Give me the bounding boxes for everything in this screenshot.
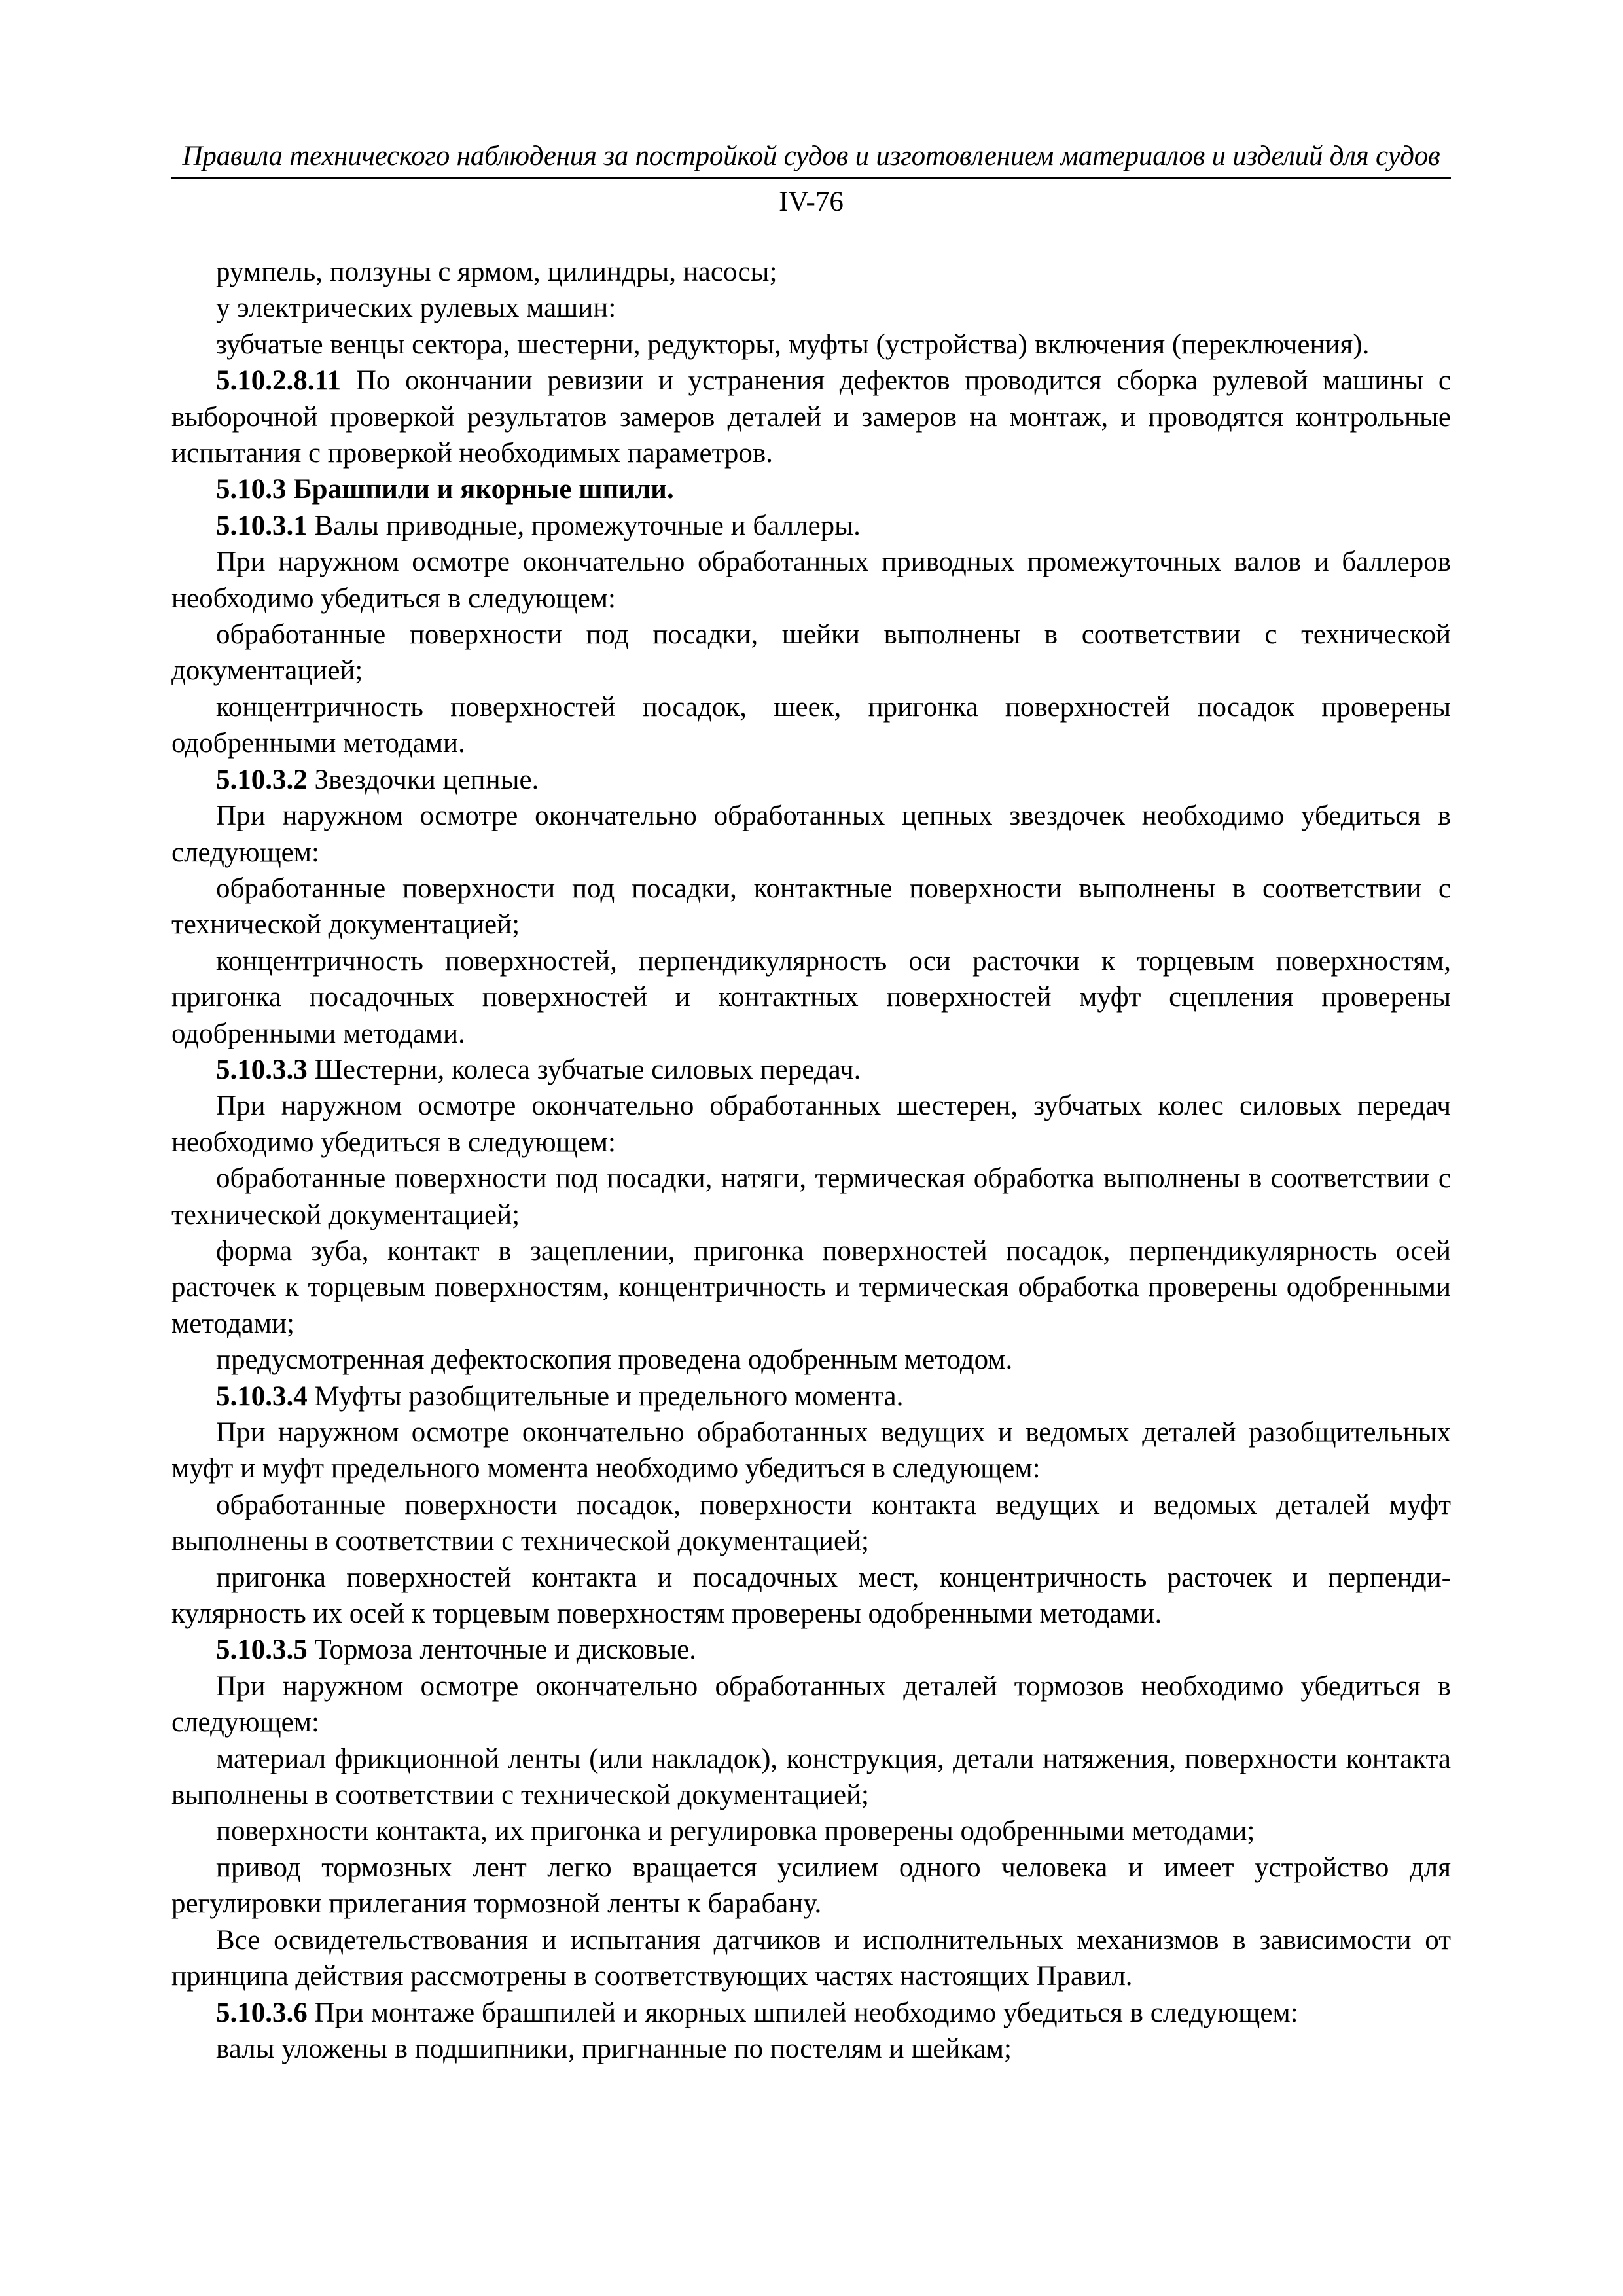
paragraph-text: у электрических рулевых машин: <box>216 293 616 324</box>
clause-number: 5.10.2.8.11 <box>216 365 342 397</box>
clause-number: 5.10.3.5 <box>216 1634 308 1666</box>
paragraph-text: привод тормозных лент легко вращается усилием одного человека и имеет устройство для регулировки прилегания тормозной ленты к барабану. <box>171 1852 1451 1920</box>
paragraph-text: По окончании ревизии и устранения дефектов проводится сборка рулевой машины с выборочной проверкой результатов замеров деталей и замеров на монтаж, и проводятся контрольные испытания с проверкой необходимых параметров. <box>171 365 1451 469</box>
paragraph <box>171 1378 1451 1414</box>
paragraph-text: При наружном осмотре окончательно обработанных приводных промежуточных валов и баллеров необходимо убедиться в следующем: <box>171 547 1451 614</box>
paragraph <box>171 870 1451 943</box>
paragraph-text: При наружном осмотре окончательно обработанных цепных звездочек необходимо убедиться в следующем: <box>171 800 1451 868</box>
paragraph-text: Шестерни, колеса зубчатые силовых передач. <box>307 1054 861 1085</box>
paragraph <box>171 2031 1451 2067</box>
paragraph <box>171 327 1451 363</box>
paragraph-text: концентричность поверхностей посадок, шеек, пригонка поверхностей посадок проверены одобренными методами. <box>171 691 1451 759</box>
paragraph-text: предусмотренная дефектоскопия проведена одобренным методом. <box>216 1344 1013 1376</box>
paragraph-text: Звездочки цепные. <box>307 764 539 795</box>
paragraph <box>171 798 1451 870</box>
running-header: Правила технического наблюдения за постройкой судов и изготовлением материалов и изделий для судов <box>182 141 1440 171</box>
paragraph <box>171 617 1451 689</box>
paragraph-text: форма зуба, контакт в зацеплении, пригонка поверхностей посадок, перпендикулярность осей расточек к торцевым поверхностям, концентричность и термическая обработка проверены одобренными методами; <box>171 1235 1451 1339</box>
paragraph <box>171 363 1451 471</box>
paragraph-text: обработанные поверхности под посадки, шейки выполнены в соответствии с технической документацией; <box>171 619 1451 687</box>
paragraph <box>171 1487 1451 1560</box>
paragraph <box>171 943 1451 1052</box>
clause-number: 5.10.3.6 <box>216 1997 308 2028</box>
paragraph <box>171 254 1451 290</box>
paragraph-text: При монтаже брашпилей и якорных шпилей необходимо убедиться в следующем: <box>307 1997 1298 2028</box>
paragraph-text: При наружном осмотре окончательно обработанных ведущих и ведомых деталей разобщительных муфт и муфт предельного момента необходимо убедиться в следующем: <box>171 1417 1451 1484</box>
paragraph-text: материал фрикционной ленты (или накладок), конструкция, детали натяжения, поверхности контакта выполнены в соответствии с технической документацией; <box>171 1743 1451 1811</box>
paragraph <box>171 1233 1451 1342</box>
paragraph-text: румпель, ползуны с ярмом, цилиндры, насосы; <box>216 257 777 287</box>
clause-number: 5.10.3.3 <box>216 1054 308 1085</box>
paragraph-text: При наружном осмотре окончательно обработанных деталей тормозов необходимо убедиться в следующем: <box>171 1670 1451 1738</box>
paragraph <box>171 290 1451 326</box>
paragraph <box>171 1922 1451 1995</box>
paragraph <box>171 544 1451 617</box>
paragraph <box>171 1741 1451 1814</box>
paragraph-text: обработанные поверхности под посадки, натяги, термическая обработка выполнены в соответствии с технической документацией; <box>171 1163 1451 1230</box>
paragraph-text: Тормоза ленточные и дисковые. <box>307 1634 696 1666</box>
paragraph-text: валы уложены в подшипники, пригнанные по постелям и шейкам; <box>216 2033 1012 2064</box>
paragraph <box>171 1414 1451 1487</box>
paragraph-text: Валы приводные, промежуточные и баллеры. <box>307 510 861 541</box>
paragraph <box>171 1560 1451 1632</box>
paragraph-text: поверхности контакта, их пригонка и регулировка проверены одобренными методами; <box>216 1816 1255 1847</box>
paragraph-text: концентричность поверхностей, перпендикулярность оси расточки к торцевым поверхностям, пригонка посадочных поверхностей и контактных поверхностей муфт сцепления проверены одобренными методами. <box>171 945 1451 1049</box>
paragraph <box>171 1813 1451 1849</box>
document-body <box>171 254 1451 2067</box>
paragraph <box>171 1850 1451 1922</box>
section-title: Брашпили и якорные шпили. <box>286 474 674 505</box>
clause-number: 5.10.3.4 <box>216 1380 308 1412</box>
paragraph-text: зубчатые венцы сектора, шестерни, редукторы, муфты (устройства) включения (переключения). <box>216 329 1370 360</box>
paragraph <box>171 1088 1451 1160</box>
paragraph <box>171 1668 1451 1741</box>
paragraph <box>171 1052 1451 1088</box>
clause-number: 5.10.3.2 <box>216 764 308 795</box>
paragraph-text: обработанные поверхности под посадки, контактные поверхности выполнены в соответствии с технической документацией; <box>171 872 1451 941</box>
section-heading <box>171 471 1451 507</box>
paragraph-text: При наружном осмотре окончательно обработанных шестерен, зубчатых колес силовых передач необходимо убедиться в следующем: <box>171 1090 1451 1158</box>
paragraph-text: Все освидетельствования и испытания датчиков и исполнительных механизмов в зависимости от принципа действия рассмотрены в соответствующих частях настоящих Правил. <box>171 1924 1451 1992</box>
clause-number: 5.10.3 <box>216 474 287 505</box>
paragraph-text: пригонка поверхностей контакта и посадочных мест, концентричность расточек и перпенди-кулярность их осей к торцевым поверхностям проверены одобренными методами. <box>171 1562 1451 1630</box>
paragraph <box>171 689 1451 762</box>
paragraph <box>171 1160 1451 1233</box>
paragraph <box>171 762 1451 798</box>
page-number: IV-76 <box>779 187 844 217</box>
paragraph-text: обработанные поверхности посадок, поверхности контакта ведущих и ведомых деталей муфт выполнены в соответствии с технической документацией; <box>171 1489 1451 1557</box>
paragraph <box>171 1342 1451 1378</box>
clause-number: 5.10.3.1 <box>216 510 308 541</box>
paragraph <box>171 1995 1451 2031</box>
paragraph-text: Муфты разобщительные и предельного момента. <box>307 1380 904 1412</box>
header-divider <box>171 177 1451 179</box>
paragraph <box>171 1632 1451 1668</box>
paragraph <box>171 508 1451 544</box>
